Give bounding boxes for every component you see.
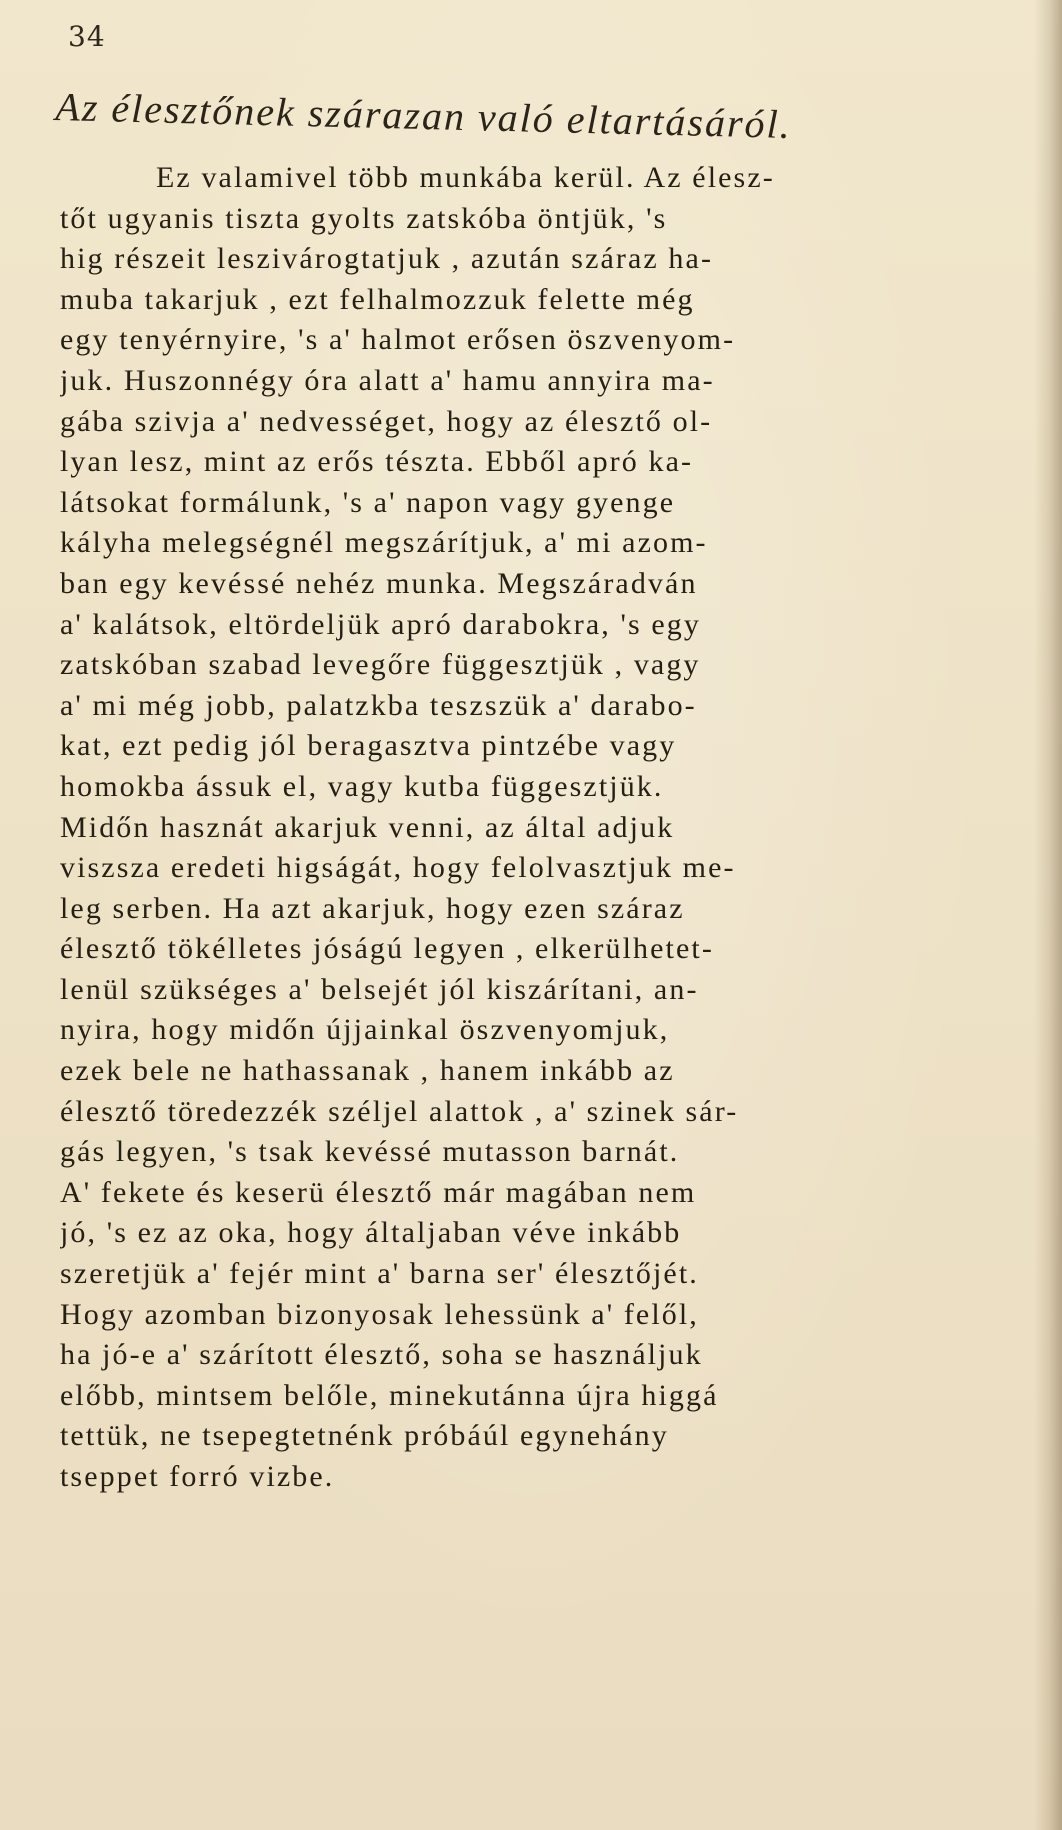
text-line: ha jó-e a' szárított élesztő, soha se használjuk — [60, 1338, 703, 1372]
text-line: Ez valamivel több munkába kerül. Az élesz- — [156, 161, 775, 194]
text-line: juk. Huszonnégy óra alatt a' hamu annyira ma- — [60, 363, 715, 397]
text-line: A' fekete és keserü élesztő már magában nem — [60, 1175, 697, 1209]
text-line: ban egy kevéssé nehéz munka. Megszáradván — [60, 566, 698, 600]
text-line: a' mi még jobb, palatzkba teszszük a' darabo- — [60, 688, 697, 722]
text-line: Midőn hasznát akarjuk venni, az által adjuk — [60, 810, 675, 844]
text-line: lenül szükséges a' belsejét jól kiszárítani, an- — [60, 972, 699, 1006]
text-line: szeretjük a' fejér mint a' barna ser' élesztőjét. — [60, 1257, 699, 1291]
text-line: gába szivja a' nedvességet, hogy az élesztő ol- — [60, 404, 713, 438]
text-line: a' kalátsok, eltördeljük apró darabokra, 's egy — [60, 607, 701, 641]
text-line: egy tenyérnyire, 's a' halmot erősen öszvenyom- — [60, 323, 736, 357]
text-line: előbb, mintsem belőle, minekutánna újra higgá — [60, 1378, 719, 1412]
text-line: viszsza eredeti higságát, hogy felolvasztjuk me- — [60, 851, 736, 885]
text-line: élesztő tökélletes jóságú legyen , elkerülhetet- — [60, 932, 714, 966]
text-line: tőt ugyanis tiszta gyolts zatskóba öntjük, 's — [60, 201, 668, 235]
page-gutter-shadow — [1034, 0, 1062, 1830]
section-heading: Az élesztőnek szárazan való eltartásáról. — [54, 84, 793, 147]
text-line: nyira, hogy midőn újjainkal öszvenyomjuk, — [60, 1013, 670, 1047]
text-line: tseppet forró vizbe. — [60, 1460, 335, 1493]
text-line: leg serben. Ha azt akarjuk, hogy ezen száraz — [60, 891, 685, 925]
text-line: zatskóban szabad levegőre függesztjük , vagy — [60, 648, 701, 682]
text-line: látsokat formálunk, 's a' napon vagy gyenge — [60, 485, 676, 519]
page-number: 34 — [68, 20, 106, 53]
text-line: élesztő töredezzék széljel alattok , a' szinek sár- — [60, 1094, 739, 1128]
text-line: tettük, ne tsepegtetnénk próbáúl egynehány — [60, 1419, 669, 1453]
text-line: hig részeit leszivárogtatjuk , azután száraz ha- — [60, 242, 714, 276]
text-line: lyan lesz, mint az erős tészta. Ebből apró ka- — [60, 445, 694, 479]
body-text — [60, 158, 1015, 1498]
text-line: kat, ezt pedig jól beragasztva pintzébe vagy — [60, 729, 677, 763]
text-line: kályha melegségnél megszárítjuk, a' mi azom- — [60, 526, 708, 560]
text-line: ezek bele ne hathassanak , hanem inkább az — [60, 1054, 675, 1088]
text-line: jó, 's ez az oka, hogy általjaban véve inkább — [60, 1216, 682, 1250]
text-line: muba takarjuk , ezt felhalmozzuk felette még — [60, 282, 695, 316]
text-line: Hogy azomban bizonyosak lehessünk a' felől, — [60, 1297, 699, 1331]
text-line: gás legyen, 's tsak kevéssé mutasson barnát. — [60, 1135, 680, 1169]
text-line: homokba ássuk el, vagy kutba függesztjük. — [60, 769, 664, 803]
